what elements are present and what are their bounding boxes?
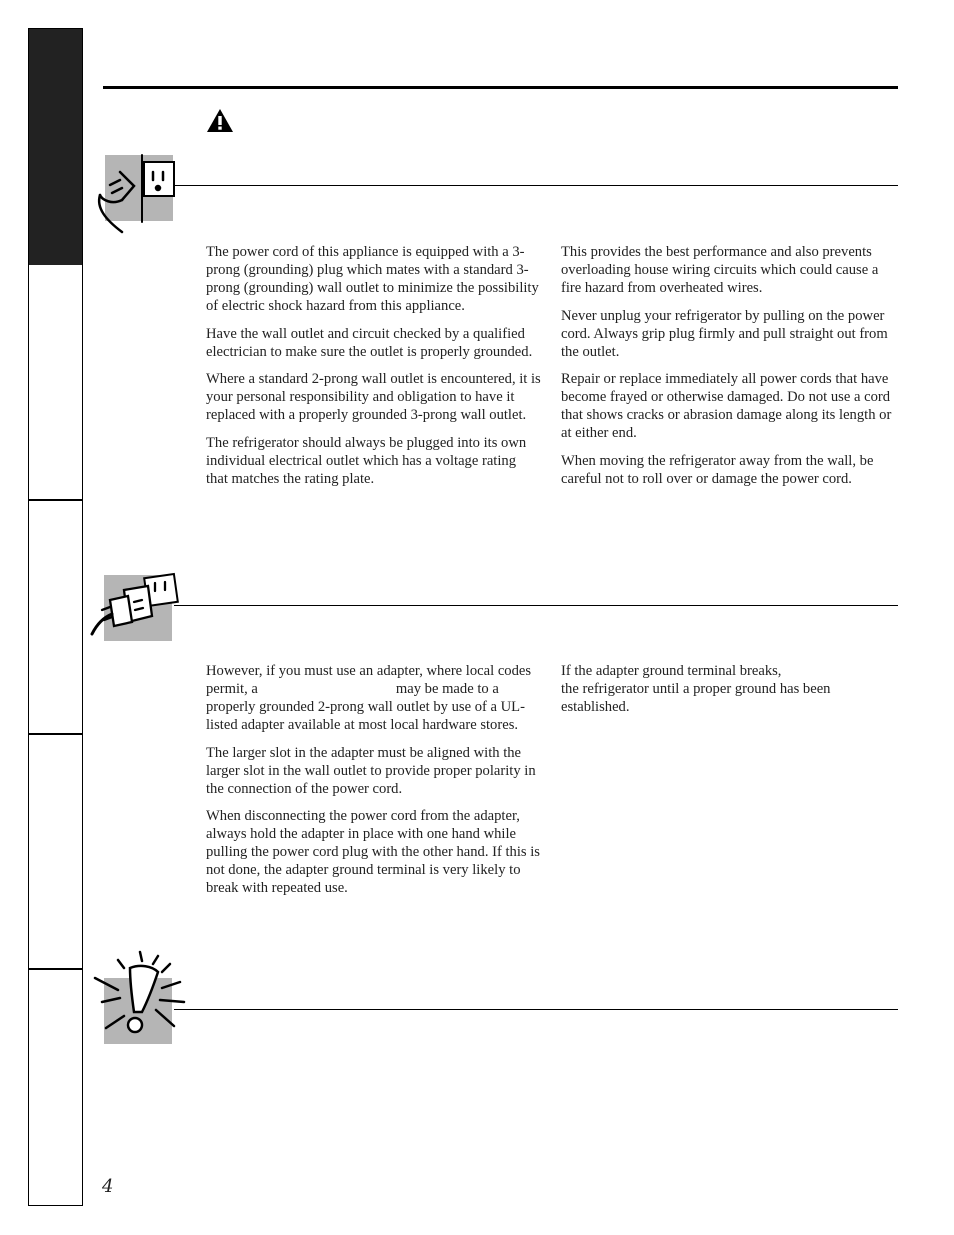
side-tab-strip: [28, 28, 83, 1206]
section-rule: [174, 185, 898, 186]
side-tab-divider: [29, 733, 82, 735]
warning-triangle-icon: [206, 108, 234, 133]
power-cord-left-column: [206, 243, 541, 497]
section-rule: [174, 1009, 898, 1010]
adapter-text-part: However, if you must use an adapter, where local codes permit, a: [206, 663, 532, 697]
paragraph: [206, 662, 541, 734]
adapter-text-line: the refrigerator until a proper ground has been established.: [561, 681, 831, 715]
paragraph: Have the wall outlet and circuit checked by a qualified electrician to make sure the outlet is properly grounded.: [206, 325, 533, 360]
adapter-plug-icon: [88, 570, 183, 645]
exclamation-alert-icon: [90, 950, 190, 1042]
paragraph: The refrigerator should always be plugged into its own individual electrical outlet which has a voltage rating that matches the rating plate.: [206, 434, 527, 487]
paragraph: The power cord of this appliance is equipped with a 3-prong (grounding) plug which mates with a standard 3-prong (grounding) wall outlet to minimize the possibility of electric shock hazard from this appliance.: [206, 244, 539, 314]
paragraph: When disconnecting the power cord from the adapter, always hold the adapter in place with one hand while pulling the power cord plug with the other hand. If this is not done, the adapter ground terminal is very likely to break with repeated use.: [206, 808, 540, 896]
paragraph: Never unplug your refrigerator by pulling on the power cord. Always grip plug firmly and pull straight out from the outlet.: [561, 307, 888, 360]
page-number: 4: [102, 1176, 114, 1197]
adapter-text-part: may be made to a properly grounded 2-prong wall outlet by use of a UL-listed adapter available at most local hardware stores.: [206, 681, 525, 733]
power-cord-right-column: [561, 243, 901, 497]
side-tab-divider: [29, 968, 82, 970]
paragraph: When moving the refrigerator away from the wall, be careful not to roll over or damage the power cord.: [561, 452, 874, 487]
adapter-left-column: [206, 662, 541, 907]
adapter-right-column: [561, 662, 901, 726]
top-rule: [103, 86, 898, 89]
paragraph: [561, 662, 901, 716]
adapter-text-line: If the adapter ground terminal breaks,: [561, 663, 782, 679]
section-rule: [174, 605, 898, 606]
paragraph: The larger slot in the adapter must be aligned with the larger slot in the wall outlet to provide proper polarity in the connection of the power cord.: [206, 744, 536, 797]
paragraph: Repair or replace immediately all power cords that have become frayed or otherwise damaged. Do not use a cord that shows cracks or abrasion damage along its length or at either end.: [561, 371, 892, 441]
paragraph: This provides the best performance and also prevents overloading house wiring circuits which could cause a fire hazard from overheated wires.: [561, 244, 879, 296]
paragraph: Where a standard 2-prong wall outlet is encountered, it is your personal responsibility and obligation to have it replaced with a properly grounded 3-prong wall outlet.: [206, 371, 541, 423]
plug-outlet-icon: [92, 150, 182, 238]
side-tab-divider: [29, 499, 82, 501]
side-tab-active: [29, 29, 82, 265]
